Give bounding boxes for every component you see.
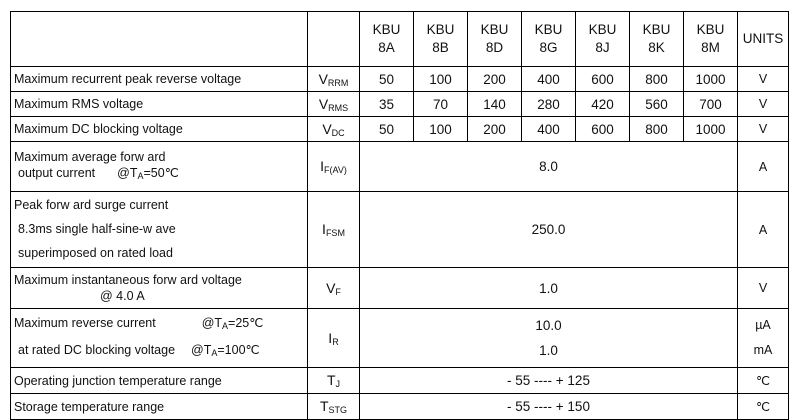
header-row <box>11 12 789 67</box>
value-cell: 100 <box>414 67 468 92</box>
param-description <box>11 268 308 309</box>
header-part-8d <box>468 12 522 67</box>
description-text: Maximum reverse current <box>14 316 156 330</box>
value-cell: 70 <box>414 92 468 117</box>
value-cell: 280 <box>522 92 576 117</box>
param-symbol <box>308 92 360 117</box>
part-prefix: KBU <box>372 22 401 37</box>
symbol-subscript: J <box>335 379 341 389</box>
value-cell: 100 <box>414 117 468 142</box>
value-cell: 420 <box>576 92 630 117</box>
unit-cell: V <box>738 117 789 142</box>
unit-cell: V <box>738 268 789 309</box>
value-cell: 800 <box>630 67 684 92</box>
header-part-8j <box>576 12 630 67</box>
part-prefix: KBU <box>534 22 563 37</box>
value-cell: 1.0 <box>360 268 738 309</box>
symbol-subscript: R <box>332 336 339 347</box>
condition-value: =25℃ <box>228 316 264 330</box>
param-symbol <box>308 117 360 142</box>
part-suffix: 8D <box>485 40 504 55</box>
param-symbol <box>308 394 360 420</box>
param-description <box>11 309 308 368</box>
part-prefix: KBU <box>696 22 725 37</box>
symbol-letter: V <box>318 95 329 112</box>
symbol-letter: V <box>326 279 336 296</box>
header-part-8b <box>414 12 468 67</box>
unit-cell: A <box>738 142 789 192</box>
param-description: Maximum RMS voltage <box>11 92 308 117</box>
symbol-subscript: F <box>335 286 341 297</box>
row-vrrm <box>11 67 789 92</box>
symbol-letter: V <box>318 70 328 87</box>
value-cell: - 55 ---- + 150 <box>360 394 738 420</box>
condition-subscript: A <box>137 171 144 181</box>
description-line <box>14 311 307 338</box>
param-symbol <box>308 192 360 268</box>
value-cell: 50 <box>360 67 414 92</box>
symbol-subscript: F(AV) <box>324 165 347 175</box>
unit-cell: ℃ <box>738 368 789 394</box>
part-suffix: 8G <box>539 40 558 55</box>
unit-line: µA <box>755 318 771 332</box>
value-cell: 600 <box>576 67 630 92</box>
description-text: at rated DC blocking voltage <box>18 343 176 357</box>
part-suffix: 8B <box>432 40 449 55</box>
param-symbol <box>308 368 360 394</box>
unit-cell: V <box>738 67 789 92</box>
value-cell: 50 <box>360 117 414 142</box>
value-cell: 400 <box>522 117 576 142</box>
symbol-letter: T <box>326 372 336 388</box>
header-part-8a <box>360 12 414 67</box>
row-ifav <box>11 142 789 192</box>
value-cell: 600 <box>576 117 630 142</box>
header-symbol-cell <box>308 12 360 67</box>
row-vrms <box>11 92 789 117</box>
part-prefix: KBU <box>588 22 617 37</box>
condition-text: @T <box>117 166 138 180</box>
param-description: Operating junction temperature range <box>11 368 308 394</box>
row-vdc <box>11 117 789 142</box>
param-description <box>11 142 308 192</box>
header-part-8k <box>630 12 684 67</box>
value-cell: 250.0 <box>360 192 738 268</box>
description-line <box>14 338 307 365</box>
param-description: Storage temperature range <box>11 394 308 420</box>
row-ifsm <box>11 192 789 268</box>
value-cell: 200 <box>468 67 522 92</box>
value-cell: 800 <box>630 117 684 142</box>
condition-text: @T <box>201 316 223 330</box>
row-tstg <box>11 394 789 420</box>
symbol-letter: V <box>322 120 332 137</box>
condition-subscript: A <box>211 348 218 358</box>
ratings-table <box>10 11 789 420</box>
value-cell: 8.0 <box>360 142 738 192</box>
description-line: @ 4.0 A <box>100 289 145 303</box>
param-symbol <box>308 142 360 192</box>
header-part-8g <box>522 12 576 67</box>
value-cell: 140 <box>468 92 522 117</box>
symbol-letter: I <box>322 221 326 237</box>
condition-value: =50℃ <box>143 166 179 180</box>
part-prefix: KBU <box>426 22 455 37</box>
spec-table-wrapper <box>10 11 789 415</box>
unit-cell: A <box>738 192 789 268</box>
unit-cell <box>738 309 789 368</box>
value-line: 10.0 <box>535 318 562 333</box>
description-text: output current <box>18 166 96 180</box>
symbol-subscript: RRM <box>327 77 349 88</box>
header-part-8m <box>684 12 738 67</box>
symbol-letter: I <box>328 329 333 346</box>
part-prefix: KBU <box>642 22 671 37</box>
value-line: 1.0 <box>539 343 558 358</box>
header-blank-cell <box>11 12 308 67</box>
unit-cell: V <box>738 92 789 117</box>
param-description: Maximum DC blocking voltage <box>11 117 308 142</box>
value-cell: 35 <box>360 92 414 117</box>
param-description <box>11 192 308 268</box>
description-line: Maximum instantaneous forw ard voltage <box>14 273 242 287</box>
param-symbol <box>308 268 360 309</box>
symbol-subscript: FSM <box>325 228 345 238</box>
symbol-letter: T <box>319 398 329 414</box>
condition-value: =100℃ <box>217 343 260 357</box>
description-line: Maximum average forw ard <box>14 150 166 164</box>
description-line: superimposed on rated load <box>18 246 173 260</box>
condition-text: @T <box>191 343 212 357</box>
header-units: UNITS <box>738 12 789 67</box>
param-symbol <box>308 309 360 368</box>
description-line: Peak forw ard surge current <box>14 198 169 212</box>
value-cell: - 55 ---- + 125 <box>360 368 738 394</box>
description-line: 8.3ms single half-sine-w ave <box>18 222 176 236</box>
value-cell: 560 <box>630 92 684 117</box>
row-vf <box>11 268 789 309</box>
row-tj <box>11 368 789 394</box>
condition-subscript: A <box>222 321 229 331</box>
part-prefix: KBU <box>480 22 509 37</box>
part-suffix: 8J <box>595 40 610 55</box>
value-cell: 400 <box>522 67 576 92</box>
unit-line: mA <box>753 343 773 357</box>
description-line <box>14 165 307 184</box>
symbol-subscript: RMS <box>328 102 349 113</box>
value-cell: 1000 <box>684 67 738 92</box>
symbol-letter: I <box>320 158 325 174</box>
value-cell: 700 <box>684 92 738 117</box>
value-cell: 200 <box>468 117 522 142</box>
part-suffix: 8M <box>701 40 720 55</box>
symbol-subscript: STG <box>328 405 348 415</box>
row-ir <box>11 309 789 368</box>
param-description: Maximum recurrent peak reverse voltage <box>11 67 308 92</box>
value-cell: 1000 <box>684 117 738 142</box>
value-cell <box>360 309 738 368</box>
part-suffix: 8A <box>378 40 395 55</box>
param-symbol <box>308 67 360 92</box>
part-suffix: 8K <box>648 40 665 55</box>
unit-cell: ℃ <box>738 394 789 420</box>
symbol-subscript: DC <box>331 127 345 138</box>
